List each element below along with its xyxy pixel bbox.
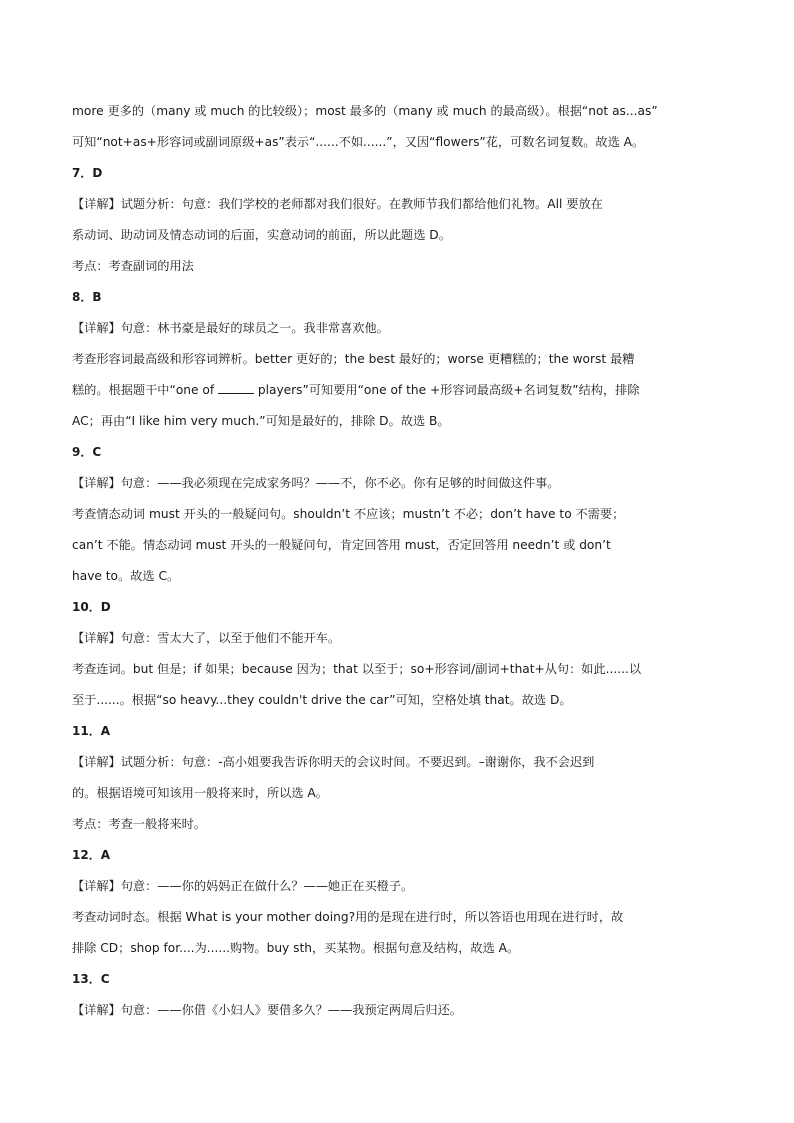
text-segment: 糕的。根据题干中“one of [72,383,218,397]
question-number: 11．A [72,724,110,738]
text-line: more 更多的（many 或 much 的比较级）；most 最多的（many 或 much 的最高级）。根据“not as...as” [72,104,658,118]
text-line: 【详解】试题分析：句意：-高小姐要我告诉你明天的会议时间。不要迟到。–谢谢你，我不会迟到 [72,755,595,769]
text-line: 【详解】试题分析：句意：我们学校的老师都对我们很好。在教师节我们都给他们礼物。All 要放在 [72,197,603,211]
question-number: 13．C [72,972,110,986]
text-line: 【详解】句意：雪太大了，以至于他们不能开车。 [72,631,341,645]
text-line: 考点：考查一般将来时。 [72,817,207,831]
question-number: 9．C [72,445,102,459]
text-line: 排除 CD；shop for....为......购物。buy sth，买某物。根据句意及结构，故选 A。 [72,941,520,955]
text-line: 考查情态动词 must 开头的一般疑问句。shouldn’t 不应该；mustn’t 不必；don’t have to 不需要； [72,507,625,521]
answer-explanations [72,96,692,1026]
question-number: 12．A [72,848,110,862]
question-number: 7．D [72,166,103,180]
text-line: 【详解】句意：林书豪是最好的球员之一。我非常喜欢他。 [72,321,389,335]
fill-in-blank [218,383,254,394]
text-line: 【详解】句意：——我必须现在完成家务吗？——不，你不必。你有足够的时间做这件事。 [72,476,560,490]
text-line: have to。故选 C。 [72,569,180,583]
text-line: 可知“not+as+形容词或副词原级+as”表示“......不如......”，又因“flowers”花，可数名词复数。故选 A。 [72,135,645,149]
text-line: 【详解】句意：——你的妈妈正在做什么？——她正在买橙子。 [72,879,414,893]
question-number: 10．D [72,600,111,614]
text-line: 的。根据语境可知该用一般将来时，所以选 A。 [72,786,328,800]
text-line: 考查形容词最高级和形容词辨析。better 更好的；the best 最好的；worse 更糟糕的；the worst 最糟 [72,352,635,366]
text-line: can’t 不能。情态动词 must 开头的一般疑问句，肯定回答用 must，否定回答用 needn’t 或 don’t [72,538,611,552]
text-line: AC；再由“I like him very much.”可知是最好的，排除 D。故选 B。 [72,414,450,428]
text-line: 考查连词。but 但是；if 如果；because 因为；that 以至于；so+形容词/副词+that+从句：如此......以 [72,662,642,676]
text-line: 考点：考查副词的用法 [72,259,194,273]
text-line: 至于......。根据“so heavy...they couldn't drive the car”可知，空格处填 that。故选 D。 [72,693,572,707]
text-segment: players”可知要用“one of the +形容词最高级+名词复数”结构，排除 [254,383,640,397]
text-line: 考查动词时态。根据 What is your mother doing?用的是现在进行时，所以答语也用现在进行时，故 [72,910,624,924]
text-line: 系动词、助动词及情态动词的后面，实意动词的前面，所以此题选 D。 [72,228,451,242]
question-number: 8．B [72,290,102,304]
text-line: 【详解】句意：——你借《小妇人》要借多久？——我预定两周后归还。 [72,1003,462,1017]
text-line-with-blank [72,375,692,406]
